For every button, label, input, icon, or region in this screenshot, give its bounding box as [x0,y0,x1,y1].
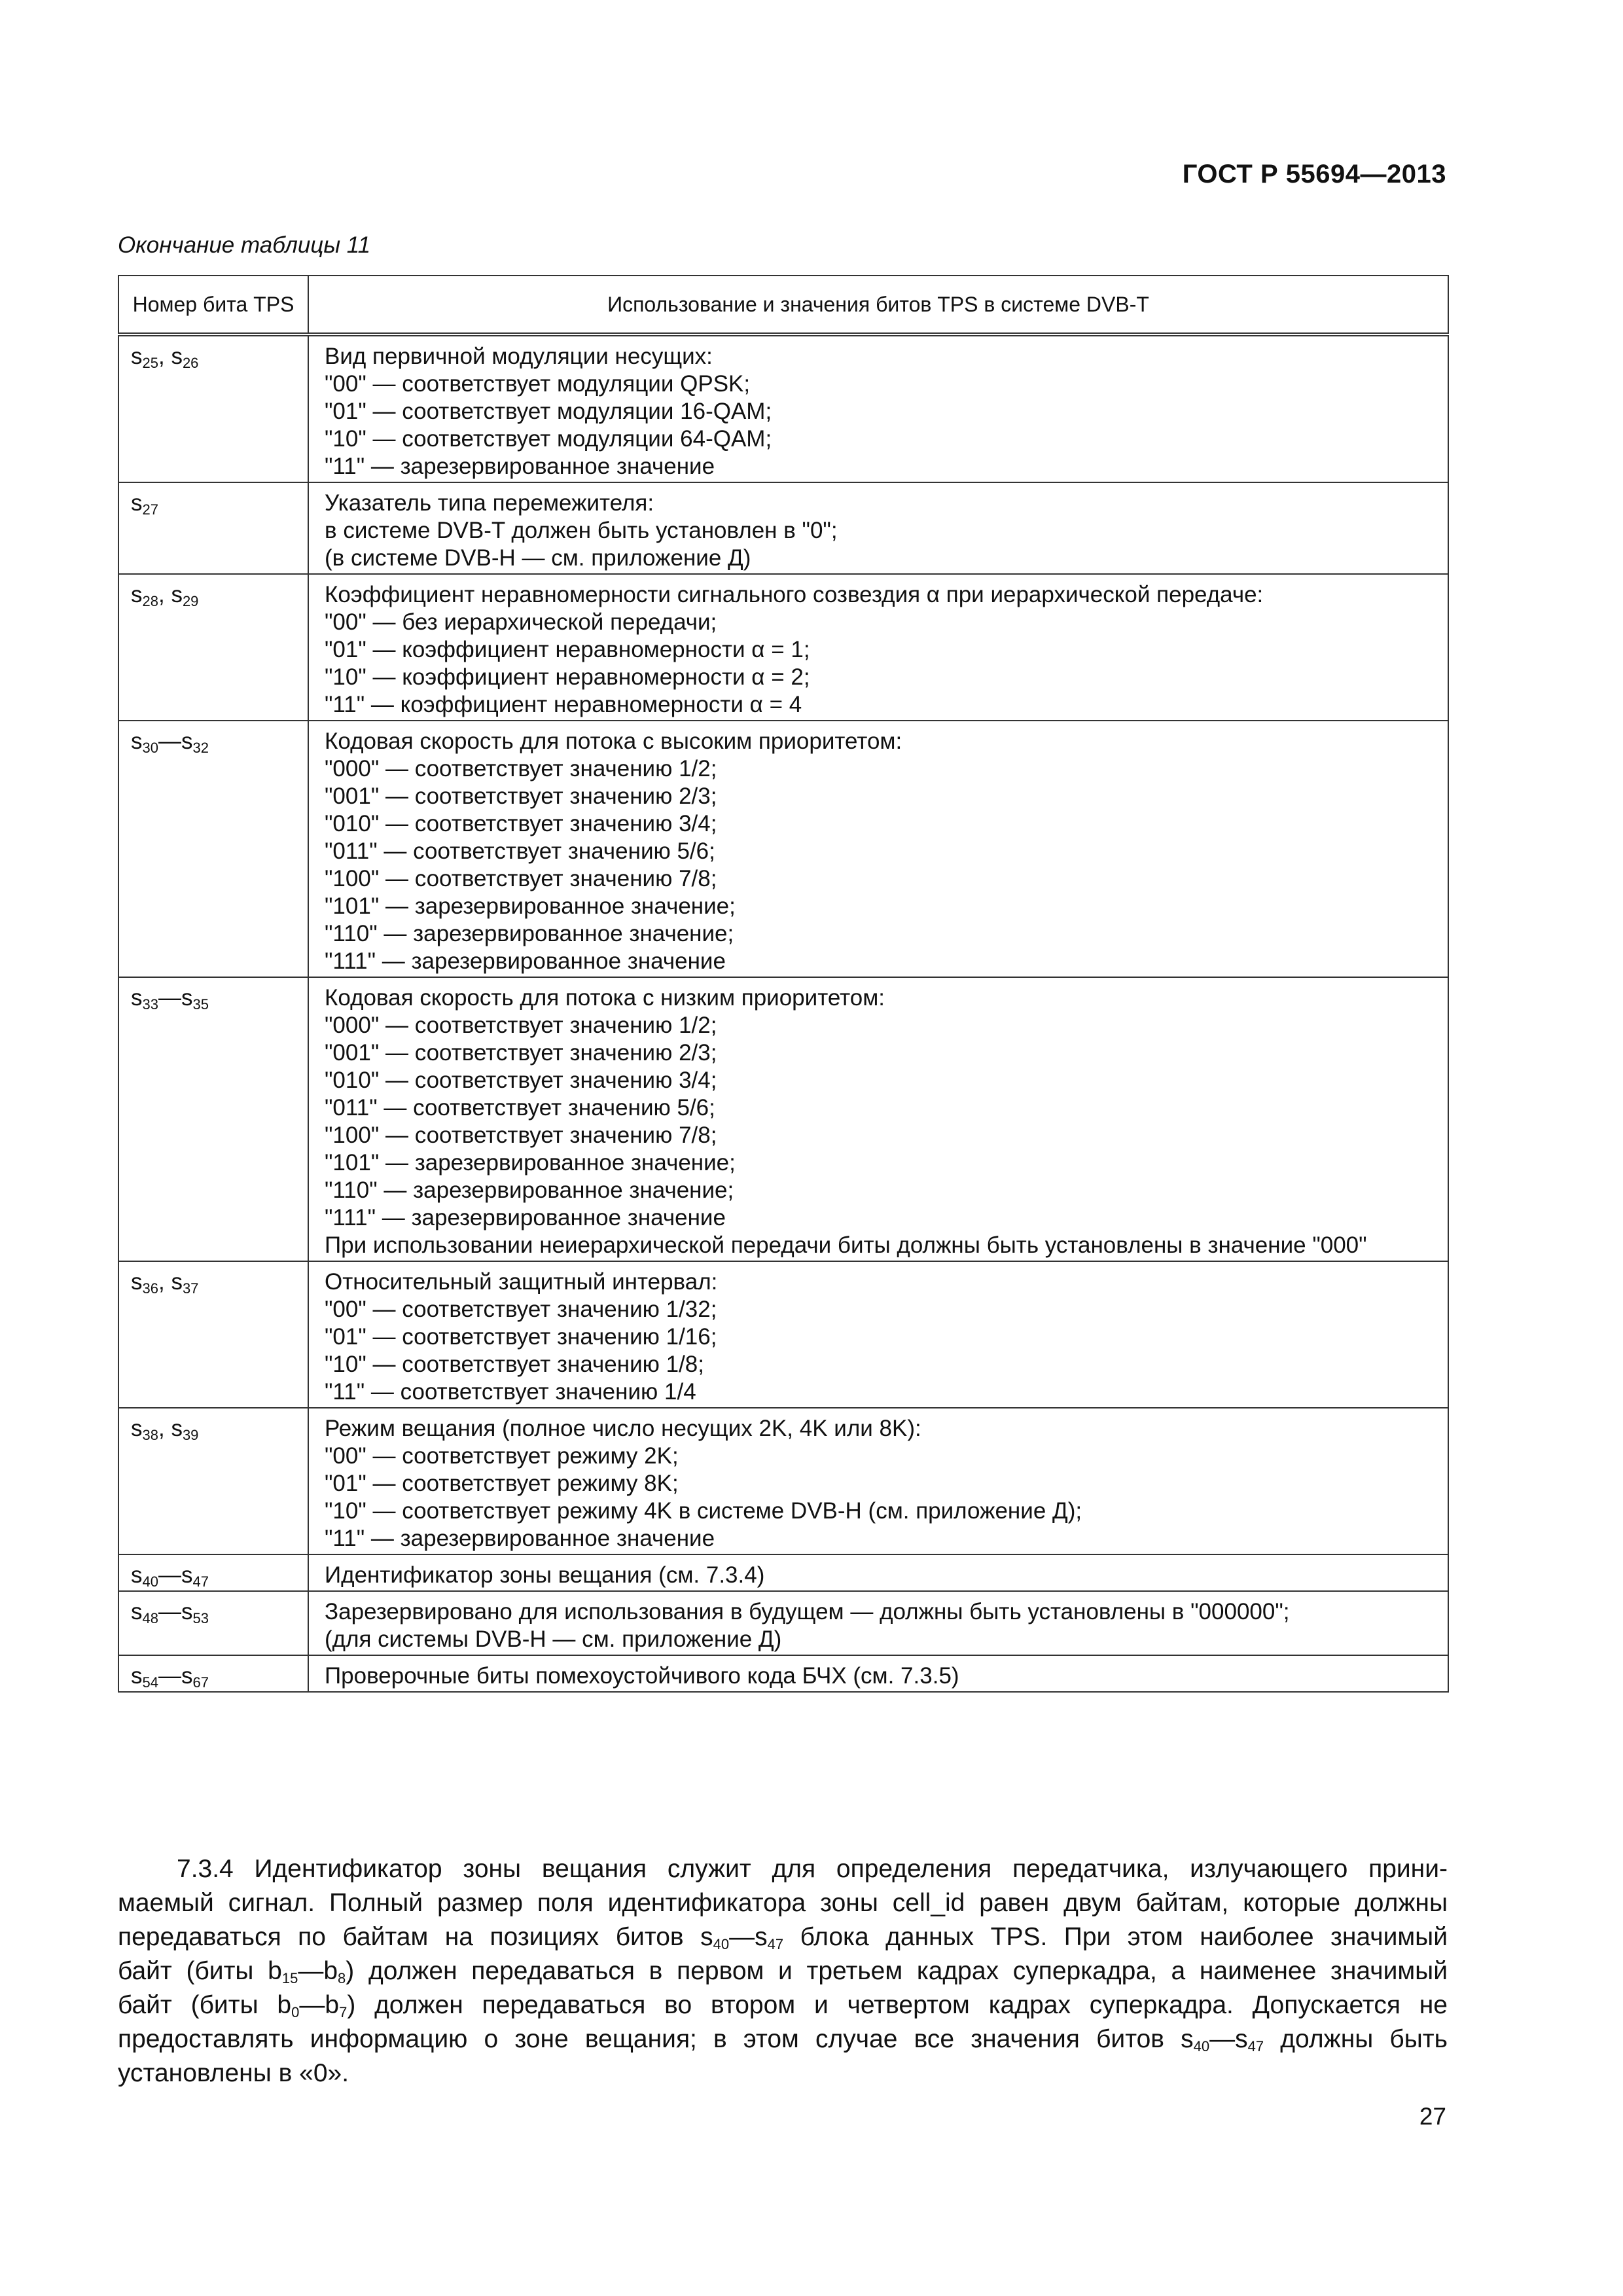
table-row [118,721,1448,977]
bit-index-subscript: 27 [142,501,158,518]
description-line: При использовании неиерархической передачи биты должны быть установлены в значение "000" [325,1232,1367,1258]
description-line: "00" — соответствует значению 1/32; [325,1297,717,1322]
description-line: "111" — зарезервированное значение [325,948,726,974]
description-line: "101" — зарезервированное значение; [325,893,736,919]
description-line: Вид первичной модуляции несущих: [325,344,713,369]
bit-index-subscript: 28 [142,593,158,609]
table-caption: Окончание таблицы 11 [118,232,371,258]
paragraph-line [118,2022,1448,2056]
bit-description-cell [308,977,1448,1261]
description-line: "11" — зарезервированное значение [325,1526,715,1551]
description-line: "011" — соответствует значению 5/6; [325,838,715,864]
subscript-index: 0 [291,2004,300,2020]
bit-symbol: s [131,344,143,369]
bit-index-subscript: 25 [142,355,158,371]
description-line: Относительный защитный интервал: [325,1269,718,1295]
paragraph-text: ) должен передаваться в первом и третьем кадрах суперкадра, а наименее значимый [346,1957,1448,1985]
table-row [118,482,1448,574]
paragraph-line [118,2056,1448,2090]
bit-number-cell [118,1591,308,1655]
bit-index-subscript: 33 [142,996,158,1013]
column-header-usage: Использование и значения битов TPS в системе DVB-T [308,276,1448,334]
bit-symbol: s [181,1562,193,1588]
bit-symbol: — [158,1562,181,1588]
paragraph-text: 7.3.4 Идентификатор зоны вещания служит для определения передатчика, излучающего прини- [177,1855,1448,1883]
description-line: "10" — соответствует режиму 4K в системе DVB-H (см. приложение Д); [325,1498,1082,1524]
bit-symbol: , [158,1269,171,1295]
table-row [118,1591,1448,1655]
description-line: "00" — соответствует режиму 2K; [325,1443,679,1469]
bit-index-subscript: 53 [192,1610,209,1626]
bit-symbol: s [171,582,183,607]
description-line: в системе DVB-T должен быть установлен в "0"; [325,518,838,543]
paragraph-line [118,1988,1448,2022]
description-line: "01" — соответствует режиму 8K; [325,1471,679,1496]
bit-index-subscript: 67 [192,1674,209,1691]
bit-description-cell [308,1408,1448,1554]
table-row [118,1655,1448,1692]
paragraph-text: —b [298,1957,338,1985]
description-line: Режим вещания (полное число несущих 2K, 4K или 8K): [325,1416,921,1441]
paragraph-text: должны быть [1264,2025,1448,2053]
bit-description-cell [308,334,1448,482]
description-line: "011" — соответствует значению 5/6; [325,1095,715,1121]
bit-symbol: — [158,985,181,1011]
paragraph-text: байт (биты b [118,1957,282,1985]
bit-index-subscript: 39 [182,1427,199,1443]
description-line: "10" — коэффициент неравномерности α = 2; [325,664,810,690]
subscript-index: 40 [713,1936,730,1952]
bit-symbol: s [181,985,193,1011]
bit-index-subscript: 54 [142,1674,158,1691]
description-line: Кодовая скорость для потока с низким приоритетом: [325,985,885,1011]
document-code: ГОСТ Р 55694—2013 [1182,160,1446,188]
bit-symbol: s [131,582,143,607]
description-line: Зарезервировано для использования в будущем — должны быть установлены в "000000"; [325,1599,1290,1624]
bit-symbol: , [158,1416,171,1441]
bit-symbol: s [181,728,193,754]
subscript-index: 47 [1247,2038,1264,2054]
description-line: "00" — без иерархической передачи; [325,609,717,635]
table-row [118,1408,1448,1554]
description-line: "01" — коэффициент неравномерности α = 1; [325,637,810,662]
description-line: "001" — соответствует значению 2/3; [325,783,717,809]
bit-index-subscript: 30 [142,740,158,756]
bit-description-cell [308,721,1448,977]
subscript-index: 47 [767,1936,784,1952]
table-body [118,334,1448,1692]
description-line: Проверочные биты помехоустойчивого кода БЧХ (см. 7.3.5) [325,1663,959,1689]
bit-symbol: s [131,1599,143,1624]
description-line: "110" — зарезервированное значение; [325,1177,734,1203]
bit-number-cell [118,1655,308,1692]
paragraph-text: —s [729,1923,768,1951]
bit-index-subscript: 48 [142,1610,158,1626]
description-line: "11" — соответствует значению 1/4 [325,1379,696,1405]
subscript-index: 7 [339,2004,348,2020]
column-header-bit-number: Номер бита TPS [118,276,308,334]
description-line: "11" — зарезервированное значение [325,454,715,479]
description-line: "110" — зарезервированное значение; [325,921,734,946]
description-line: Идентификатор зоны вещания (см. 7.3.4) [325,1562,765,1588]
bit-index-subscript: 37 [182,1280,199,1297]
bit-symbol: s [131,1416,143,1441]
tps-bits-table [118,275,1449,1693]
bit-number-cell [118,1408,308,1554]
description-line: (для системы DVB-H — см. приложение Д) [325,1626,782,1652]
bit-symbol: s [131,490,143,516]
description-line: Кодовая скорость для потока с высоким приоритетом: [325,728,902,754]
subscript-index: 40 [1193,2038,1210,2054]
bit-index-subscript: 38 [142,1427,158,1443]
paragraph-text: ) должен передаваться во втором и четвертом кадрах суперкадра. Допускается не [347,1991,1448,2019]
bit-symbol: , [158,344,171,369]
bit-description-cell [308,482,1448,574]
table-header-row [118,276,1448,334]
paragraph-line [118,1886,1448,1920]
paragraph-text: байт (биты b [118,1991,292,2019]
bit-index-subscript: 36 [142,1280,158,1297]
bit-symbol: s [181,1599,193,1624]
bit-symbol: — [158,728,181,754]
bit-index-subscript: 35 [192,996,209,1013]
description-line: (в системе DVB-H — см. приложение Д) [325,545,751,571]
description-line: "100" — соответствует значению 7/8; [325,866,717,891]
paragraph-text: блока данных TPS. При этом наиболее значимый [783,1923,1448,1951]
page-number: 27 [1419,2103,1446,2130]
bit-symbol: s [171,1269,183,1295]
description-line: "111" — зарезервированное значение [325,1205,726,1230]
bit-symbol: — [158,1663,181,1689]
subscript-index: 15 [281,1970,298,1986]
description-line: "01" — соответствует модуляции 16-QAM; [325,399,772,424]
bit-description-cell [308,1554,1448,1591]
description-line: "00" — соответствует модуляции QPSK; [325,371,751,397]
paragraph-line [118,1920,1448,1954]
paragraph-line [118,1954,1448,1988]
description-line: Указатель типа перемежителя: [325,490,654,516]
paragraph-text: предоставлять информацию о зоне вещания; в этом случае все значения битов s [118,2025,1194,2053]
paragraph-text: передаваться по байтам на позициях битов s [118,1923,713,1951]
bit-index-subscript: 47 [192,1573,209,1590]
paragraph-line [118,1852,1448,1886]
description-line: "000" — соответствует значению 1/2; [325,1013,717,1038]
section-7-3-4-paragraph [118,1852,1448,2090]
description-line: "101" — зарезервированное значение; [325,1150,736,1175]
bit-symbol: s [171,1416,183,1441]
description-line: "10" — соответствует значению 1/8; [325,1352,704,1377]
bit-index-subscript: 26 [182,355,199,371]
bit-symbol: s [181,1663,193,1689]
description-line: "01" — соответствует значению 1/16; [325,1324,717,1350]
description-line: "10" — соответствует модуляции 64-QAM; [325,426,772,452]
bit-description-cell [308,1655,1448,1692]
bit-symbol: , [158,582,171,607]
table-row [118,977,1448,1261]
bit-number-cell [118,482,308,574]
bit-number-cell [118,574,308,721]
bit-description-cell [308,1261,1448,1408]
bit-index-subscript: 32 [192,740,209,756]
bit-number-cell [118,977,308,1261]
table-row [118,1261,1448,1408]
bit-index-subscript: 29 [182,593,199,609]
description-line: "010" — соответствует значению 3/4; [325,811,717,836]
bit-number-cell [118,334,308,482]
description-line: "001" — соответствует значению 2/3; [325,1040,717,1066]
bit-number-cell [118,1261,308,1408]
table-row [118,574,1448,721]
paragraph-text: маемый сигнал. Полный размер поля идентификатора зоны cell_id равен двум байтам, которые должны [118,1889,1448,1917]
bit-description-cell [308,574,1448,721]
bit-symbol: s [131,985,143,1011]
bit-symbol: s [131,1562,143,1588]
description-line: "000" — соответствует значению 1/2; [325,756,717,781]
bit-number-cell [118,1554,308,1591]
bit-index-subscript: 40 [142,1573,158,1590]
description-line: Коэффициент неравномерности сигнального созвездия α при иерархической передаче: [325,582,1264,607]
bit-symbol: s [131,728,143,754]
bit-symbol: s [131,1663,143,1689]
paragraph-text: —b [299,1991,340,2019]
description-line: "010" — соответствует значению 3/4; [325,1067,717,1093]
description-line: "100" — соответствует значению 7/8; [325,1122,717,1148]
bit-symbol: s [131,1269,143,1295]
paragraph-text: установлены в «0». [118,2059,349,2087]
table-row [118,334,1448,482]
bit-number-cell [118,721,308,977]
bit-symbol: — [158,1599,181,1624]
table-row [118,1554,1448,1591]
bit-symbol: s [171,344,183,369]
subscript-index: 8 [338,1970,346,1986]
description-line: "11" — коэффициент неравномерности α = 4 [325,692,802,717]
bit-description-cell [308,1591,1448,1655]
paragraph-text: —s [1209,2025,1248,2053]
